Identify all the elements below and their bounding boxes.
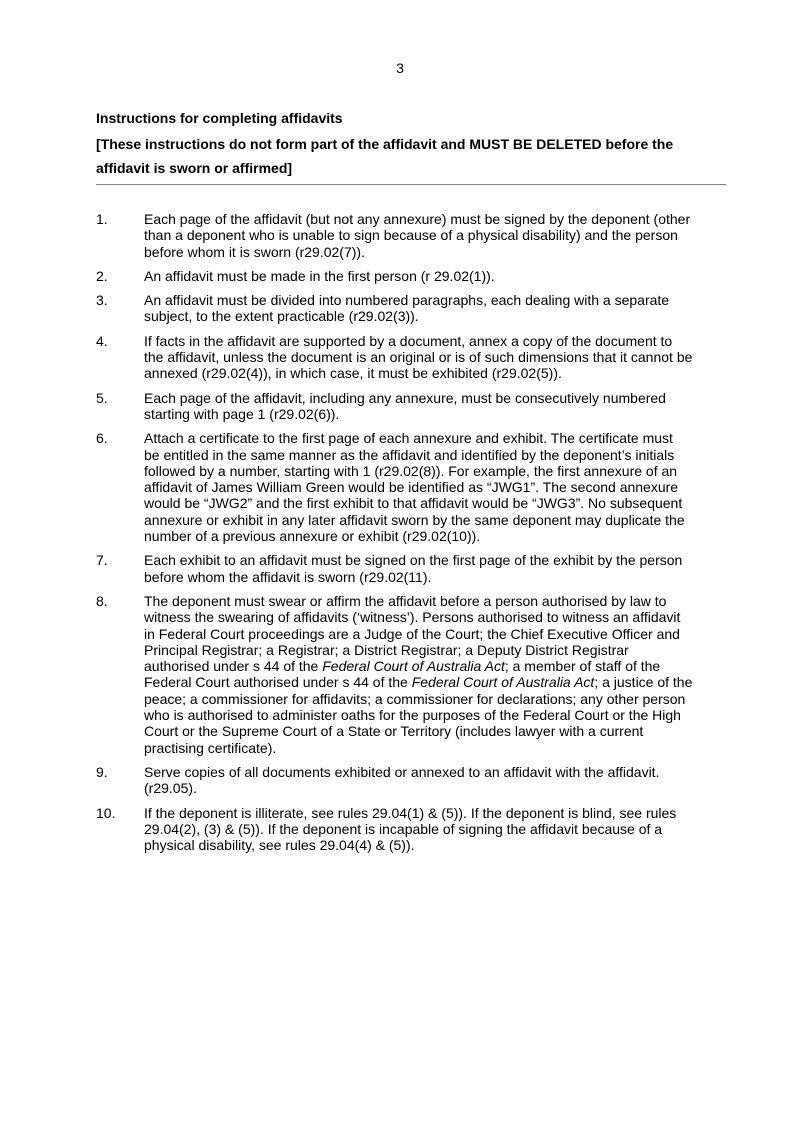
item-text (144, 333, 736, 382)
text-line: Each page of the affidavit, including any annexure, must be consecutively numbered (144, 389, 666, 406)
item-number: 3. (96, 292, 108, 309)
text-line: Court or the Supreme Court of a State or Territory (includes lawyer with a current (144, 723, 644, 740)
text-line: than a deponent who is unable to sign because of a physical disability) and the person (144, 227, 678, 244)
item-text (144, 292, 736, 325)
item-number: 10. (96, 804, 116, 821)
instruction-item-3 (96, 292, 736, 325)
instruction-item-2 (96, 268, 736, 284)
text-line: Attach a certificate to the first page of each annexure and exhibit. The certificate must (144, 430, 673, 447)
text-line: before whom the affidavit is sworn (r29.02(11). (144, 568, 432, 585)
instruction-item-1 (96, 211, 736, 260)
text-line: peace; a commissioner for affidavits; a commissioner for declarations; any other person (144, 690, 686, 707)
text-line: before whom it is sworn (r29.02(7)). (144, 243, 365, 260)
text-line: annexure or exhibit in any later affidavit sworn by the same deponent may duplicate the (144, 511, 685, 528)
text-line: subject, to the extent practicable (r29.02(3)). (144, 308, 419, 325)
instruction-item-6 (96, 430, 736, 544)
instruction-item-4 (96, 333, 736, 382)
text-line: the affidavit, unless the document is an original or is of such dimensions that it cannot be (144, 349, 693, 366)
text-line: witness the swearing of affidavits (‘witness’). Persons authorised to witness an affidavit (144, 609, 681, 626)
item-text (144, 390, 736, 423)
heading-note-line-1: [These instructions do not form part of the affidavit and MUST BE DELETED before the (96, 136, 674, 152)
horizontal-divider (96, 184, 726, 185)
item-number: 8. (96, 592, 108, 609)
instructions-heading (96, 106, 726, 180)
item-number: 9. (96, 763, 108, 780)
heading-note-line-2: affidavit is sworn or affirmed] (96, 160, 293, 176)
text-line: starting with page 1 (r29.02(6)). (144, 405, 340, 422)
instruction-item-5 (96, 390, 736, 423)
text-line: be entitled in the same manner as the affidavit and identified by the deponent’s initials (144, 446, 675, 463)
text-line: Serve copies of all documents exhibited or annexed to an affidavit with the affidavit. (144, 763, 660, 780)
item-number: 6. (96, 430, 108, 447)
act-title: Federal Court of Australia Act (411, 674, 595, 691)
heading-title: Instructions for completing affidavits (96, 110, 343, 126)
text-line: Principal Registrar; a Registrar; a District Registrar; a Deputy District Registrar (144, 641, 629, 658)
text-line: If the deponent is illiterate, see rules 29.04(1) & (5)). If the deponent is blind, see rules (144, 804, 677, 821)
instruction-item-7 (96, 552, 736, 585)
instruction-item-9 (96, 764, 736, 797)
text-line: 29.04(2), (3) & (5)). If the deponent is incapable of signing the affidavit because of a (144, 820, 663, 837)
text-line: annexed (r29.02(4)), in which case, it must be exhibited (r29.02(5)). (144, 365, 562, 382)
text-segment: Federal Court authorised under s 44 of the (144, 674, 412, 691)
text-line: followed by a number, starting with 1 (r29.02(8)). For example, the first annexure of an (144, 462, 678, 479)
text-line: Each exhibit to an affidavit must be signed on the first page of the exhibit by the person (144, 552, 683, 569)
item-text (144, 764, 736, 797)
instruction-item-8 (96, 593, 736, 756)
act-title: Federal Court of Australia Act (322, 658, 505, 675)
item-number: 7. (96, 552, 108, 569)
item-number: 5. (96, 389, 108, 406)
text-line: (r29.05). (144, 780, 197, 797)
text-line: in Federal Court proceedings are a Judge of the Court; the Chief Executive Officer and (144, 625, 680, 642)
text-segment: ; a justice of the (594, 674, 693, 691)
instruction-item-10 (96, 805, 736, 854)
item-text (144, 430, 736, 544)
text-line (144, 658, 736, 674)
text-line: would be “JWG2” and the first exhibit to that affidavit would be “JWG3”. No subsequent (144, 495, 683, 512)
item-number: 4. (96, 332, 108, 349)
text-segment: ; a member of staff of the (504, 658, 661, 675)
item-text (144, 593, 736, 756)
text-line: If facts in the affidavit are supported by a document, annex a copy of the document to (144, 332, 673, 349)
text-line: The deponent must swear or affirm the affidavit before a person authorised by law to (144, 592, 667, 609)
text-line: physical disability, see rules 29.04(4) & (5)). (144, 837, 415, 854)
page-number: 3 (396, 60, 404, 76)
item-number: 1. (96, 211, 108, 227)
instructions-list (96, 211, 736, 861)
text-line (144, 674, 736, 690)
text-line: An affidavit must be divided into numbered paragraphs, each dealing with a separate (144, 292, 670, 309)
item-text (144, 552, 736, 585)
text-line: affidavit of James William Green would be identified as “JWG1”. The second annexure (144, 479, 679, 496)
text-line: Each page of the affidavit (but not any annexure) must be signed by the deponent (other (144, 211, 691, 227)
text-segment: authorised under s 44 of the (144, 658, 323, 675)
text-line: An affidavit must be made in the first person (r 29.02(1)). (144, 267, 495, 284)
item-text (144, 805, 736, 854)
text-line: who is authorised to administer oaths for the purposes of the Federal Court or the High (144, 707, 681, 724)
item-text (144, 268, 736, 284)
text-line: number of a previous annexure or exhibit (r29.02(10)). (144, 528, 481, 545)
text-line: practising certificate). (144, 739, 277, 756)
item-number: 2. (96, 267, 108, 284)
item-text (144, 211, 736, 260)
